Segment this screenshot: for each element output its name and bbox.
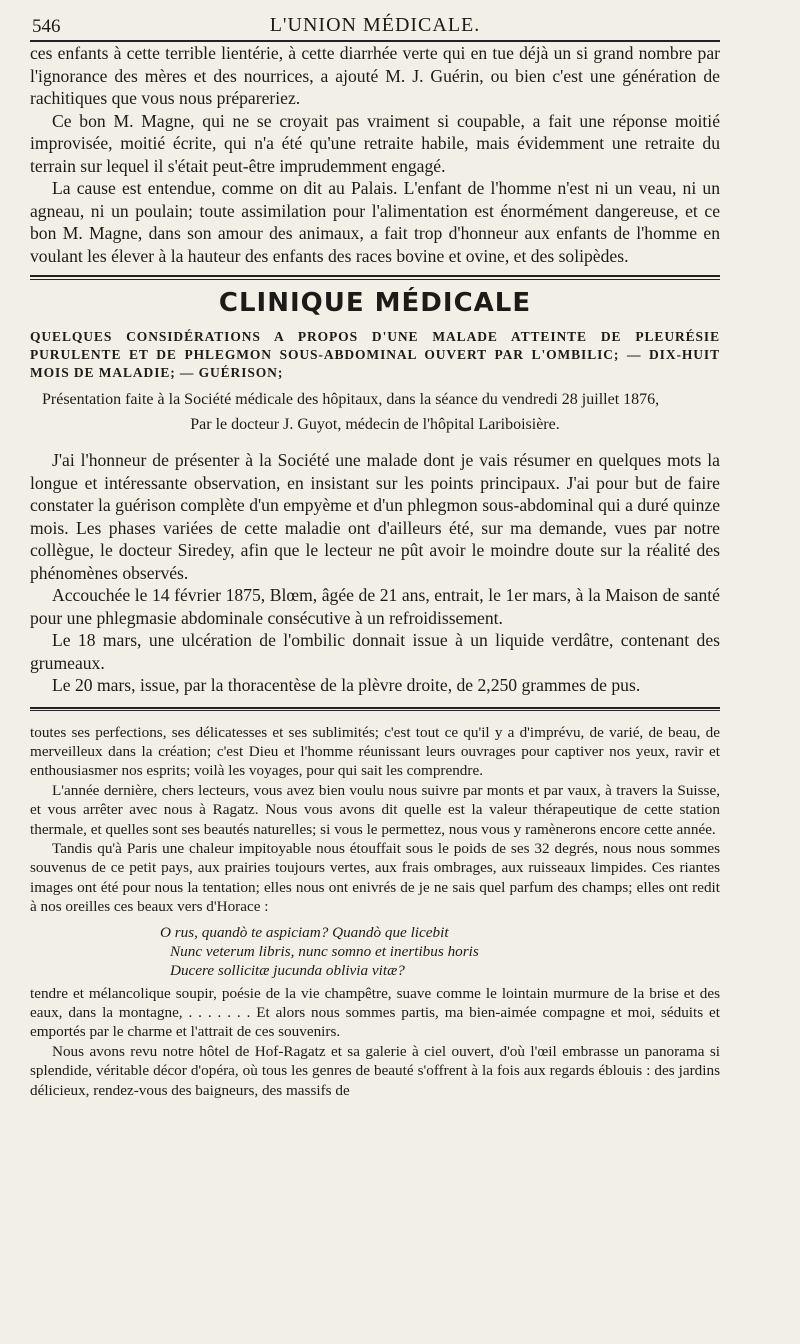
journal-page: [30, 10, 720, 1100]
continued-article: [30, 42, 720, 267]
paragraph: toutes ses perfections, ses délicatesses et ses sublimités; c'est tout ce qu'il y a d'imprévu, de varié, de beau, de merveilleux dans la création; c'est Dieu et l'homme réunissant leurs ouvrages pour captiver nos yeux, ravir et enthousiasmer nos esprits; voilà les voyages, pour qui sait les comprendre.: [30, 723, 720, 780]
paragraph: tendre et mélancolique soupir, poésie de la vie champêtre, suave comme le lointain murmure de la brise et des eaux, dans la montagne, . . . . . . . Et alors nous sommes partis, ma bien-aimée compagne et moi, séduits et emportés par le charme et l'attrait de ces souvenirs.: [30, 984, 720, 1041]
verse-line: O rus, quandò te aspiciam? Quandò que licebit: [160, 923, 449, 941]
paragraph: Le 18 mars, une ulcération de l'ombilic donnait issue à un liquide verdâtre, contenant des grumeaux.: [30, 630, 720, 673]
feuilleton-divider: [30, 707, 720, 711]
page-number: 546: [32, 16, 61, 37]
section-divider: [30, 275, 720, 280]
byline: Par le docteur J. Guyot, médecin de l'hôpital Lariboisière.: [190, 416, 560, 433]
running-title: L'UNION MÉDICALE.: [269, 14, 481, 36]
paragraph: Nous avons revu notre hôtel de Hof-Ragatz et sa galerie à ciel ouvert, d'où l'œil embrasse un panorama si splendide, véritable décor d'opéra, où tous les genres de beauté s'offrent à la fois aux regards éblouis : des jardins délicieux, rendez-vous des baigneurs, des massifs de: [30, 1042, 720, 1099]
paragraph: Accouchée le 14 février 1875, Blœm, âgée de 21 ans, entrait, le 1er mars, à la Maison de santé pour une phlegmasie abdominale consécutive à un refroidissement.: [30, 585, 720, 628]
page-header: [30, 10, 720, 42]
paragraph: J'ai l'honneur de présenter à la Société une malade dont je vais résumer en quelques mots la longue et intéressante observation, en insistant sur les points principaux. J'ai pour but de faire constater la guérison complète d'un empyème et d'un phlegmon sous-abdominal qui a duré quinze mois. Les phases variées de cette maladie ont d'ailleurs été, sur ma demande, vues par notre collègue, le docteur Siredey, afin que le lecteur ne pût avoir le moindre doute sur la réalité des phénomènes observés.: [30, 450, 720, 583]
paragraph: L'année dernière, chers lecteurs, vous avez bien voulu nous suivre par monts et par vaux, à travers la Suisse, et vous arrêter avec nous à Ragatz. Nous vous avons dit quelle est la valeur thérapeutique de cette station thermale, et quelles sont ses beautés naturelles; si vous le permettez, nous vous y ramènerons encore cette année.: [30, 781, 720, 838]
paragraph: La cause est entendue, comme on dit au Palais. L'enfant de l'homme n'est ni un veau, ni un agneau, ni un poulain; toute assimilation pour l'alimentation est énormément dangereuse, et ce bon M. Magne, dans son amour des animaux, a fait trop d'honneur aux enfants de l'homme en voulant les élever à la hauteur des enfants des races bovine et ovine, et des solipèdes.: [30, 178, 720, 266]
verse-line: Ducere sollicitæ jucunda oblivia vitæ?: [170, 961, 405, 979]
section-title: CLINIQUE MÉDICALE: [218, 288, 532, 318]
paragraph: ces enfants à cette terrible lientérie, à cette diarrhée verte qui en tue déjà un si grand nombre par l'ignorance des mères et des nourrices, a ajouté M. J. Guérin, ou bien c'est une génération de rachitiques que vous nous prépareriez.: [30, 43, 720, 108]
feuilleton: [30, 723, 720, 1101]
verse-quote: [160, 923, 720, 980]
paragraph: Le 20 mars, issue, par la thoracentèse de la plèvre droite, de 2,250 grammes de pus.: [52, 675, 641, 695]
presentation-line: Présentation faite à la Société médicale des hôpitaux, dans la séance du vendredi 28 juillet 1876,: [42, 391, 660, 408]
article-title: QUELQUES CONSIDÉRATIONS A PROPOS D'UNE MALADE ATTEINTE DE PLEURÉSIE PURULENTE ET DE PHLEGMON SOUS-ABDOMINAL OUVERT PAR L'OMBILIC; — DIX-HUIT MOIS DE MALADIE; — GUÉRISON;: [30, 329, 720, 380]
article-body: [30, 449, 720, 697]
paragraph: Ce bon M. Magne, qui ne se croyait pas vraiment si coupable, a fait une réponse moitié improvisée, moitié écrite, qui n'a été qu'une retraite habile, mais évidemment une retraite du terrain sur lequel il s'était peut-être imprudemment engagé.: [30, 110, 720, 176]
paragraph: Tandis qu'à Paris une chaleur impitoyable nous étouffait sous le poids de ses 32 degrés, nous nous sommes souvenus de ce petit pays, aux prairies toujours vertes, aux frais ombrages, aux ruisseaux limpides. Ces riantes images ont été pour nous la tentation; elles nous ont enivrés de je ne sais quel parfum des champs; elles ont redit à nos oreilles ces beaux vers d'Horace :: [30, 839, 720, 916]
verse-line: Nunc veterum libris, nunc somno et inertibus horis: [170, 942, 479, 960]
